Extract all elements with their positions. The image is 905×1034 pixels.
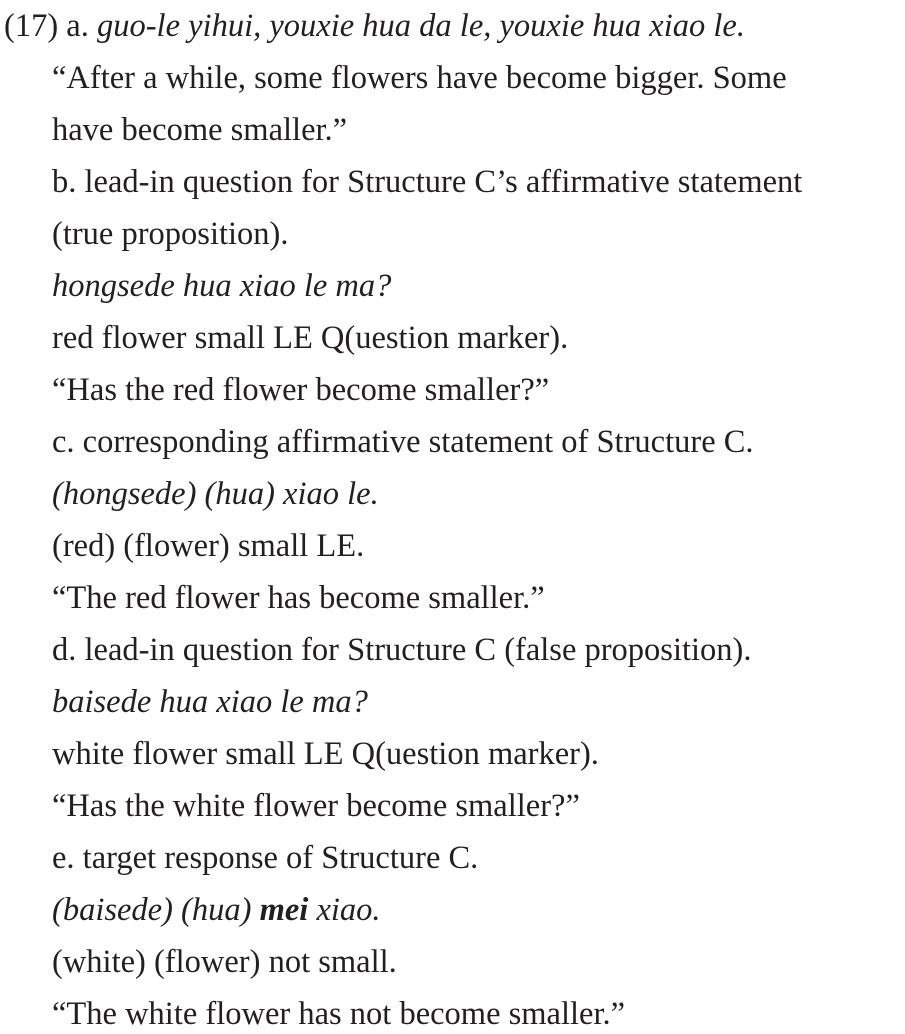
item-a-chinese: guo-le yihui, youxie hua da le, youxie hua xiao le. — [96, 8, 745, 44]
item-a-letter: a. — [66, 8, 89, 44]
item-e-gloss: (white) (flower) not small. — [52, 944, 397, 980]
item-e-translation: “The white flower has not become smaller.” — [52, 996, 626, 1032]
item-b-heading-line-2: (true proposition). — [52, 216, 289, 252]
item-b-gloss: red flower small LE Q(uestion marker). — [52, 320, 569, 356]
item-d-translation: “Has the white flower become smaller?” — [52, 788, 580, 824]
item-e-chinese-pre: (baisede) (hua) — [52, 892, 252, 928]
item-e-heading: e. target response of Structure C. — [52, 840, 479, 876]
example-number: (17) — [4, 8, 59, 44]
item-c-translation: “The red flower has become smaller.” — [52, 580, 545, 616]
item-e-chinese — [52, 890, 381, 930]
item-d-gloss: white flower small LE Q(uestion marker). — [52, 736, 599, 772]
item-e-chinese-post: xiao. — [316, 892, 381, 928]
item-c-heading: c. corresponding affirmative statement of Structure C. — [52, 424, 754, 460]
item-c-gloss: (red) (flower) small LE. — [52, 528, 365, 564]
item-c-chinese: (hongsede) (hua) xiao le. — [52, 476, 379, 512]
item-d-chinese: baisede hua xiao le ma? — [52, 684, 368, 720]
item-b-translation: “Has the red flower become smaller?” — [52, 372, 550, 408]
item-a-translation-line-1: “After a while, some flowers have become bigger. Some — [52, 60, 787, 96]
item-e-chinese-negator: mei — [259, 892, 309, 928]
item-b-chinese: hongsede hua xiao le ma? — [52, 268, 392, 304]
item-a-translation-line-2: have become smaller.” — [52, 112, 348, 148]
item-d-heading: d. lead-in question for Structure C (false proposition). — [52, 632, 752, 668]
example-label-line — [4, 6, 745, 46]
item-b-heading-line-1: b. lead-in question for Structure C’s affirmative statement — [52, 164, 803, 200]
